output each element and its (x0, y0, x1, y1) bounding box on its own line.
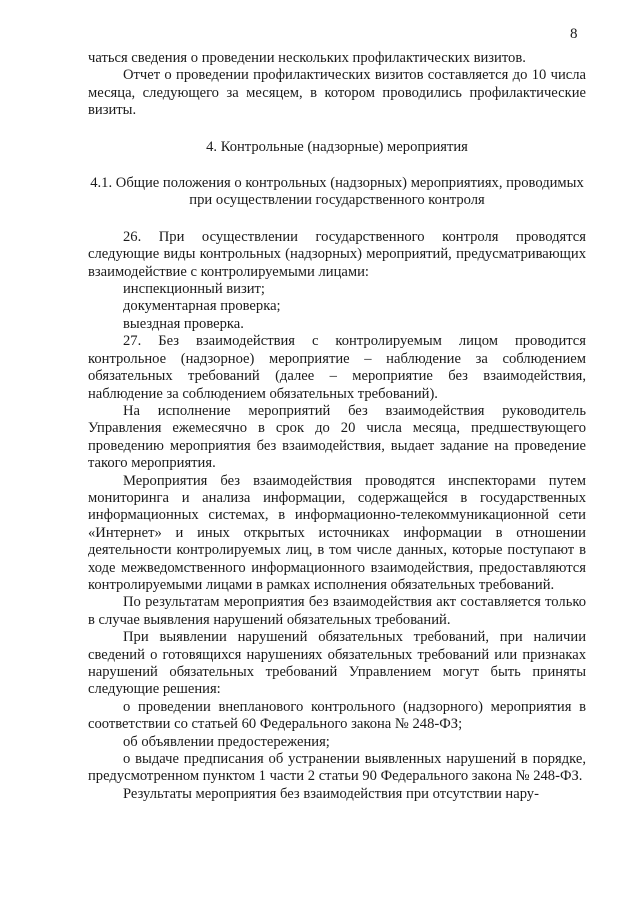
paragraph: По результатам мероприятия без взаимодействия акт составляется только в случае выявления нарушений обязательных требований. (88, 594, 586, 628)
paragraph: 27. Без взаимодействия с контролируемым лицом проводится контрольное (надзорное) мероприятие – наблюдение за соблюдением обязательных требований (далее – мероприятие без взаимодействия, наблюдение за соблюдением обязательных требований). (88, 333, 586, 402)
list-item: инспекционный визит; (123, 281, 265, 298)
paragraph: На исполнение мероприятий без взаимодействия руководитель Управления ежемесячно в срок до 20 числа месяца, предшествующего проведению мероприятия без взаимодействия, выдает задание на проведение такого мероприятия. (88, 402, 586, 472)
paragraph: чаться сведения о проведении нескольких профилактических визитов. (88, 50, 526, 66)
page-number: 8 (570, 26, 578, 42)
section-heading: 4. Контрольные (надзорные) мероприятия (206, 138, 468, 155)
document-body (88, 50, 586, 803)
paragraph: Результаты мероприятия без взаимодействия при отсутствии нару- (123, 785, 539, 802)
list-item: документарная проверка; (123, 298, 281, 315)
paragraph: 26. При осуществлении государственного контроля проводятся следующие виды контрольных (надзорных) мероприятий, предусматривающих взаимодействие с контролируемыми лицами: (88, 228, 586, 280)
paragraph: Мероприятия без взаимодействия проводятся инспекторами путем мониторинга и анализа информации, содержащейся в государственных информационных системах, в информационно-телекоммуникационной сети «Интернет» и иных открытых источниках информации в отношении деятельности контролируемых лиц, в том числе данных, которые поступают в ходе межведомственного информационного взаимодействия, предоставляются контролируемыми лицами в рамках исполнения обязательных требований. (88, 472, 586, 593)
paragraph: При выявлении нарушений обязательных требований, при наличии сведений о готовящихся нарушениях обязательных требований или признаках нарушений обязательных требований Управлением могут быть приняты следующие решения: (88, 629, 586, 698)
list-item: о проведении внепланового контрольного (надзорного) мероприятия в соответствии со статьей 60 Федерального закона № 248-ФЗ; (88, 698, 586, 733)
list-item: о выдаче предписания об устранении выявленных нарушений в порядке, предусмотренном пунктом 1 части 2 статьи 90 Федерального закона № 248-ФЗ. (88, 751, 586, 785)
list-item: об объявлении предостережения; (123, 733, 330, 750)
list-item: выездная проверка. (123, 315, 244, 332)
paragraph: Отчет о проведении профилактических визитов составляется до 10 числа месяца, следующего за месяцем, в котором проводились профилактические визиты. (88, 67, 586, 119)
subsection-heading: 4.1. Общие положения о контрольных (надзорных) мероприятиях, проводимых при осуществлении государственного контроля (90, 175, 584, 209)
